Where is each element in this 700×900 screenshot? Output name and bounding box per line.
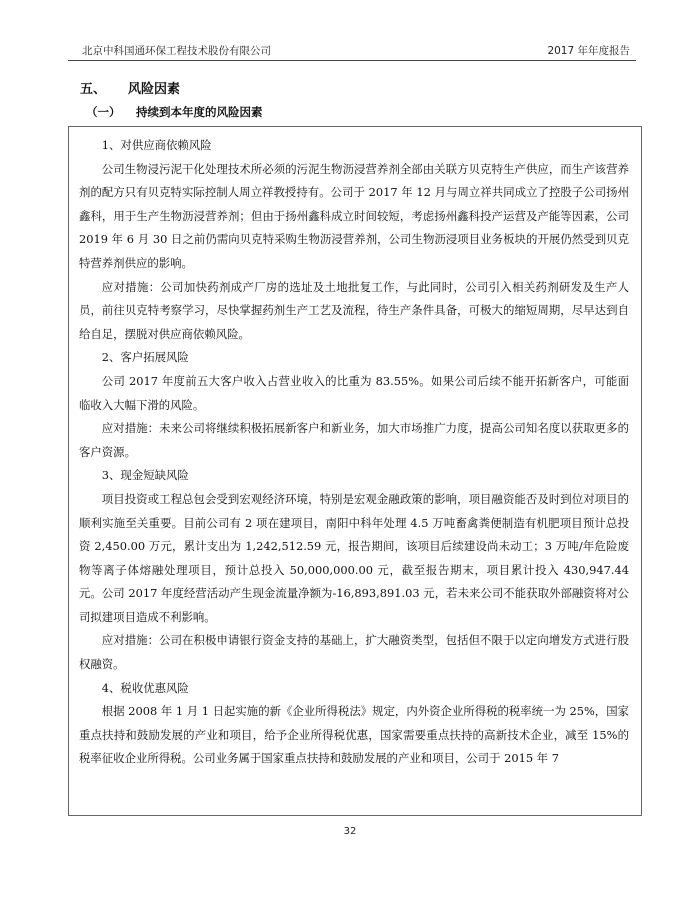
paragraph: 公司生物浸污泥干化处理技术所必须的污泥生物沥浸营养剂全部由关联方贝克特生产供应，而生产该营养剂的配方只有贝克特实际控制人周立祥教授持有。公司于 2017 年 12 月与周立祥共同成立了控股子公司扬州鑫科，用于生产生物沥浸营养剂；但由于扬州鑫科成立时间较短，考虑扬州鑫科投产运营及产能等因素，公司 2019 年 6 月 30 日之前仍需向贝克特采购生物沥浸营养剂，公司生物沥浸项目业务板块的开展仍然受到贝克特营养剂供应的影响。 — [79, 161, 629, 270]
section-heading — [80, 78, 180, 97]
subsection-heading — [86, 104, 263, 120]
section-number: 五、 — [80, 82, 107, 97]
risk-heading-cash: 3、现金短缺风险 — [101, 468, 189, 483]
paragraph: 公司 2017 年度前五大客户收入占营业收入的比重为 83.55%。如果公司后续不能开拓新客户，可能面临收入大幅下滑的风险。 — [79, 373, 629, 412]
page-number: 32 — [343, 826, 357, 837]
risk-heading-tax: 4、税收优惠风险 — [101, 680, 189, 695]
paragraph: 项目投资或工程总包会受到宏观经济环境，特别是宏观金融政策的影响，项目融资能否及时到位对项目的顺利实施至关重要。目前公司有 2 项在建项目，南阳中科年处理 4.5 万吨畜禽粪便制造有机肥项目预计总投资 2,450.00 万元，累计支出为 1,242,512.59 元，报告期间，该项目后续建设尚未动工；3 万吨/年危险废物等离子体熔融处理项目，预计总投入 50,000,000.00 元，截至报告期末，项目累计投入 430,947.44 元。公司 2017 年度经营活动产生现金流量净额为-16,893,891.03 元，若未来公司不能获取外部融资将对公司拟建项目造成不利影响。 — [79, 491, 629, 624]
report-title: 2017 年年度报告 — [547, 45, 630, 57]
risk-factors-box — [68, 126, 642, 816]
subsection-title: 持续到本年度的风险因素 — [136, 105, 263, 119]
page-header — [68, 40, 636, 61]
paragraph: 根据 2008 年 1 月 1 日起实施的新《企业所得税法》规定，内外资企业所得税的税率统一为 25%，国家重点扶持和鼓励发展的产业和项目，给予企业所得税优惠，国家需要重点扶持的高新技术企业，减至 15%的税率征收企业所得税。公司业务属于国家重点扶持和鼓励发展的产业和项目，公司于 2015 年 7 — [79, 704, 629, 766]
risk-heading-customer: 2、客户拓展风险 — [101, 350, 189, 365]
subsection-number: （一） — [86, 105, 121, 119]
paragraph: 应对措施：公司加快药剂成产厂房的选址及土地批复工作，与此同时，公司引入相关药剂研发及生产人员，前往贝克特考察学习，尽快掌握药剂生产工艺及流程，待生产条件具备，可极大的缩短周期，尽早达到自给自足，摆脱对供应商依赖风险。 — [79, 279, 629, 341]
section-title: 风险因素 — [128, 82, 181, 97]
company-name: 北京中科国通环保工程技术股份有限公司 — [82, 45, 271, 57]
risk-heading-supplier: 1、对供应商依赖风险 — [101, 138, 212, 152]
paragraph: 应对措施：公司在积极申请银行资金支持的基础上，扩大融资类型，包括但不限于以定向增发方式进行股权融资。 — [79, 633, 629, 672]
paragraph: 应对措施：未来公司将继续积极拓展新客户和新业务，加大市场推广力度，提高公司知名度以获取更多的客户资源。 — [79, 421, 629, 459]
